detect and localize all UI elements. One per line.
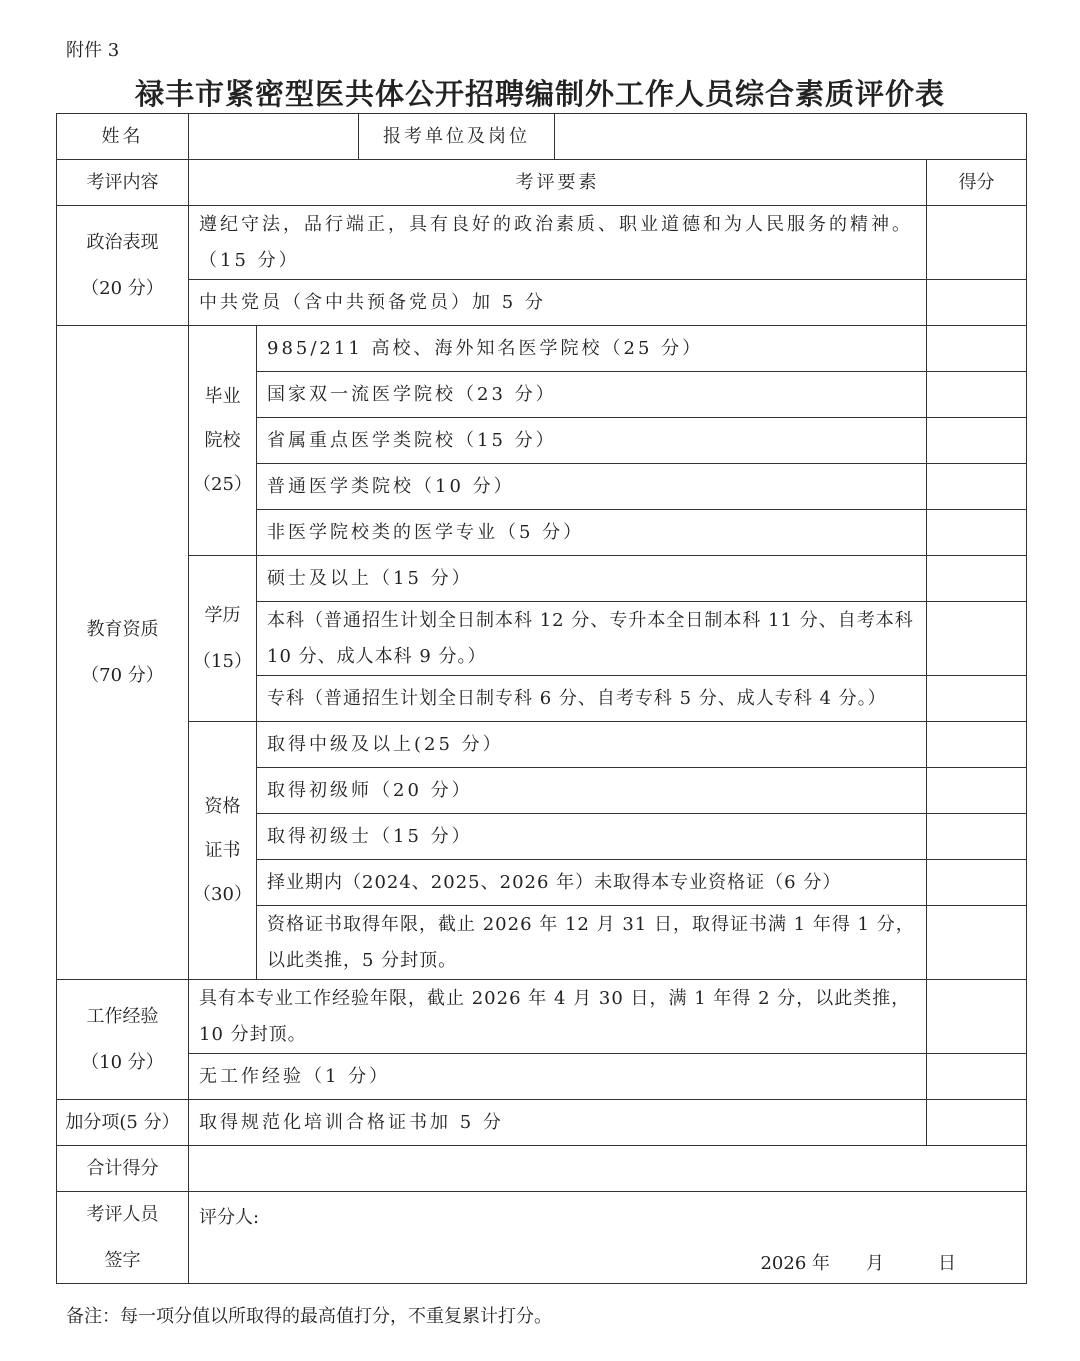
score-cell[interactable]	[927, 510, 1027, 556]
cert-item-2: 取得初级师（20 分）	[257, 768, 927, 814]
attachment-label: 附件 3	[66, 40, 120, 61]
degree-item-3: 专科（普通招生计划全日制专科 6 分、自考专科 5 分、成人专科 4 分。）	[257, 676, 927, 722]
bonus-item: 取得规范化培训合格证书加 5 分	[189, 1100, 927, 1146]
school-label-2: 院校	[204, 429, 241, 451]
score-cell[interactable]	[927, 1100, 1027, 1146]
col-header-content: 考评内容	[57, 160, 189, 206]
work-label: 工作经验	[86, 1005, 159, 1027]
school-item-4: 普通医学类院校（10 分）	[257, 464, 927, 510]
score-cell[interactable]	[927, 722, 1027, 768]
cert-item-5: 资格证书取得年限，截止 2026 年 12 月 31 日，取得证书满 1 年得 1 分，以此类推，5 分封顶。	[257, 906, 927, 980]
education-label: 教育资质	[86, 618, 159, 640]
score-cell[interactable]	[927, 464, 1027, 510]
form-title: 禄丰市紧密型医共体公开招聘编制外工作人员综合素质评价表	[134, 77, 945, 111]
political-points: （20 分）	[81, 277, 164, 299]
score-cell[interactable]	[927, 814, 1027, 860]
degree-label: 学历	[204, 604, 241, 626]
political-label-cell	[57, 206, 189, 326]
score-cell[interactable]	[927, 280, 1027, 326]
school-item-5: 非医学院校类的医学专业（5 分）	[257, 510, 927, 556]
signature-label-2: 签字	[104, 1249, 141, 1271]
score-cell[interactable]	[927, 418, 1027, 464]
cert-points: （30）	[193, 883, 252, 905]
political-item-1: 遵纪守法，品行端正，具有良好的政治素质、职业道德和为人民服务的精神。（15 分）	[189, 206, 927, 280]
cert-item-3: 取得初级士（15 分）	[257, 814, 927, 860]
footnote: 备注：每一项分值以所取得的最高值打分，不重复累计打分。	[66, 1306, 552, 1327]
school-item-2: 国家双一流医学院校（23 分）	[257, 372, 927, 418]
evaluation-table	[56, 113, 1027, 1284]
total-label: 合计得分	[57, 1146, 189, 1192]
degree-item-2: 本科（普通招生计划全日制本科 12 分、专升本全日制本科 11 分、自考本科 10 分、成人本科 9 分。）	[257, 602, 927, 676]
col-header-score: 得分	[927, 160, 1027, 206]
name-label: 姓名	[57, 114, 189, 160]
col-header-elements: 考评要素	[189, 160, 927, 206]
education-label-cell	[57, 326, 189, 980]
signature-cell[interactable]	[189, 1192, 1027, 1284]
work-points: （10 分）	[81, 1051, 164, 1073]
work-label-cell	[57, 980, 189, 1100]
cert-item-4: 择业期内（2024、2025、2026 年）未取得本专业资格证（6 分）	[257, 860, 927, 906]
signature-label-1: 考评人员	[86, 1203, 159, 1225]
education-points: （70 分）	[81, 664, 164, 686]
cert-label-1: 资格	[204, 795, 241, 817]
unit-input-cell[interactable]	[555, 114, 1027, 160]
bonus-label: 加分项(5 分）	[57, 1100, 189, 1146]
cert-label-2: 证书	[204, 839, 241, 861]
political-label: 政治表现	[86, 231, 159, 253]
score-cell[interactable]	[927, 206, 1027, 280]
cert-label-cell	[189, 722, 257, 980]
score-cell[interactable]	[927, 1054, 1027, 1100]
total-input-cell[interactable]	[189, 1146, 1027, 1192]
cert-item-1: 取得中级及以上(25 分）	[257, 722, 927, 768]
school-points: （25）	[193, 473, 252, 495]
school-item-3: 省属重点医学类院校（15 分）	[257, 418, 927, 464]
work-item-1: 具有本专业工作经验年限，截止 2026 年 4 月 30 日，满 1 年得 2 分，以此类推，10 分封顶。	[189, 980, 927, 1054]
signature-date: 2026 年 月 日	[760, 1253, 956, 1274]
degree-points: （15）	[193, 650, 252, 672]
signature-label-cell	[57, 1192, 189, 1284]
score-cell[interactable]	[927, 556, 1027, 602]
unit-label: 报考单位及岗位	[359, 114, 555, 160]
degree-item-1: 硕士及以上（15 分）	[257, 556, 927, 602]
score-cell[interactable]	[927, 326, 1027, 372]
score-cell[interactable]	[927, 906, 1027, 980]
score-cell[interactable]	[927, 372, 1027, 418]
score-cell[interactable]	[927, 676, 1027, 722]
score-cell[interactable]	[927, 602, 1027, 676]
school-item-1: 985/211 高校、海外知名医学院校（25 分）	[257, 326, 927, 372]
school-label-cell	[189, 326, 257, 556]
degree-label-cell	[189, 556, 257, 722]
score-cell[interactable]	[927, 980, 1027, 1054]
school-label-1: 毕业	[204, 385, 241, 407]
political-item-2: 中共党员（含中共预备党员）加 5 分	[189, 280, 927, 326]
name-input-cell[interactable]	[189, 114, 359, 160]
scorer-label: 评分人:	[199, 1207, 260, 1228]
work-item-2: 无工作经验（1 分）	[189, 1054, 927, 1100]
score-cell[interactable]	[927, 768, 1027, 814]
score-cell[interactable]	[927, 860, 1027, 906]
